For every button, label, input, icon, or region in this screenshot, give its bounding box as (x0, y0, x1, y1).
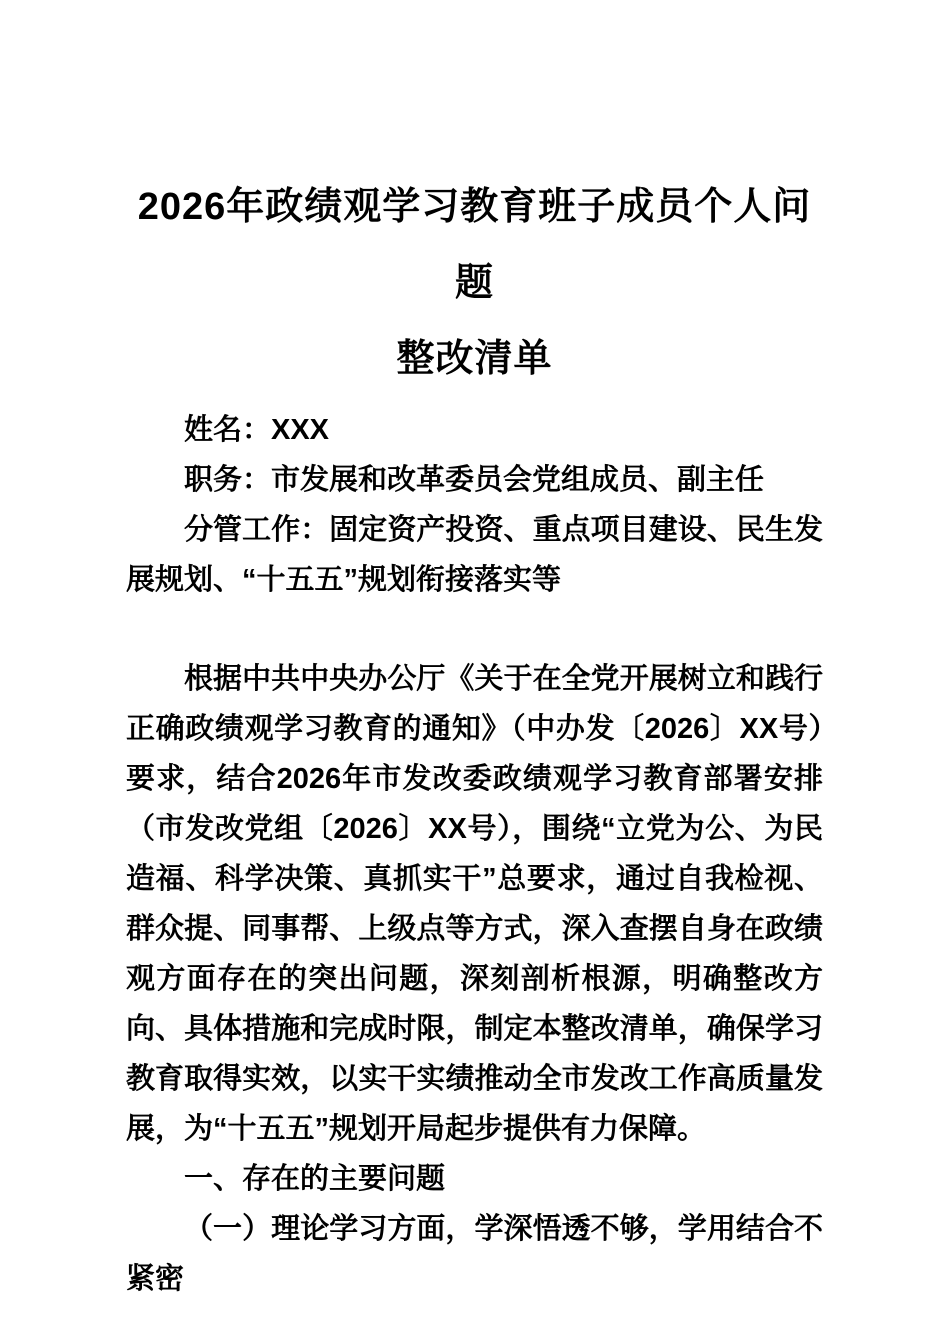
info-position-line: 职务：市发展和改革委员会党组成员、副主任 (184, 464, 765, 496)
document-title-line2: 整改清单 (396, 338, 553, 380)
info-name-line: 姓名：XXX (184, 414, 330, 446)
document-title (126, 169, 823, 397)
person-info-block (126, 405, 823, 605)
document-body (126, 654, 823, 1304)
document-title-line1: 2026年政绩观学习教育班子成员个人问题 (137, 186, 812, 304)
intro-paragraph: 根据中共中央办公厅《关于在全党开展树立和践行正确政绩观学习教育的通知》（中办发〔2026〕XX号）要求，结合2026年市发改委政绩观学习教育部署安排（市发改党组〔2026〕XX号），围绕“立党为公、为民造福、科学决策、真抓实干”总要求，通过自我检视、群众提、同事帮、上级点等方式，深入查摆自身在政绩观方面存在的突出问题，深刻剖析根源，明确整改方向、具体措施和完成时限，制定本整改清单，确保学习教育取得实效，以实干实绩推动全市发改工作高质量发展，为“十五五”规划开局起步提供有力保障。 (126, 663, 823, 1145)
subsection-heading: （一）理论学习方面，学深悟透不够，学用结合不紧密 (126, 1213, 823, 1295)
info-duty-line: 分管工作：固定资产投资、重点项目建设、民生发展规划、“十五五”规划衔接落实等 (126, 514, 823, 596)
section-heading: 一、存在的主要问题 (184, 1163, 446, 1195)
